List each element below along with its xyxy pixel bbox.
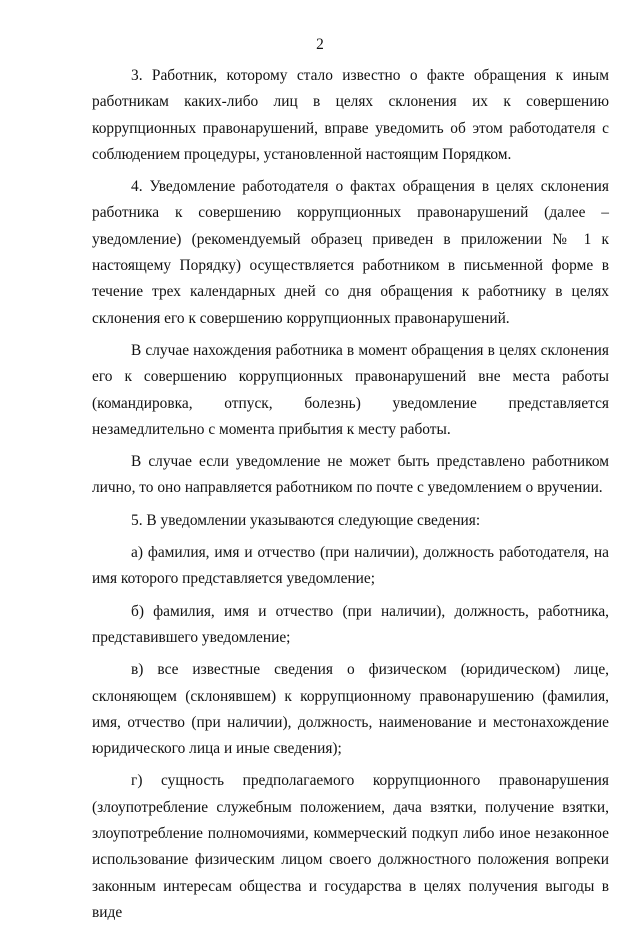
paragraph-4: 4. Уведомление работодателя о фактах обращения в целях склонения работника к совершению коррупционных правонарушений (далее – уведомление) (рекомендуемый образец приведен в приложении № 1 к настоящему Порядку) осуществляется работником в письменной форме в течение трех календарных дней со дня обращения к работнику в целях склонения его к совершению коррупционных правонарушений.	[92, 178, 609, 327]
list-item-b: б) фамилия, имя и отчество (при наличии), должность, работника, представившего уведомление;	[92, 602, 609, 646]
paragraph-4-absence-case: В случае нахождения работника в момент обращения в целях склонения его к совершению коррупционных правонарушений вне места работы (командировка, отпуск, болезнь) уведомление представляется незамедлительно с момента прибытия к месту работы.	[92, 341, 609, 438]
paragraph-5: 5. В уведомлении указываются следующие сведения:	[131, 511, 481, 529]
list-item-v: в) все известные сведения о физическом (юридическом) лице, склоняющем (склонявшем) к коррупционному правонарушению (фамилия, имя, отчество (при наличии), должность, наименование и местонахождение юридического лица и иные сведения);	[92, 661, 609, 758]
page-number: 2	[316, 36, 324, 53]
list-item-g: г) сущность предполагаемого коррупционного правонарушения (злоупотребление служебным положением, дача взятки, получение взятки, злоупотребление полномочиями, коммерческий подкуп либо иное незаконное использование физическим лицом своего должностного положения вопреки законным интересам общества и государства в целях получения выгоды в виде	[92, 772, 609, 921]
list-item-a: а) фамилия, имя и отчество (при наличии), должность работодателя, на имя которого представляется уведомление;	[92, 544, 609, 588]
paragraph-3: 3. Работник, которому стало известно о факте обращения к иным работникам каких-либо лиц в целях склонения их к совершению коррупционных правонарушений, вправе уведомить об этом работодателя с соблюдением процедуры, установленной настоящим Порядком.	[92, 67, 609, 163]
paragraph-4-mail-case: В случае если уведомление не может быть представлено работником лично, то оно направляется работником по почте с уведомлением о вручении.	[92, 453, 609, 497]
document-body	[92, 63, 609, 932]
